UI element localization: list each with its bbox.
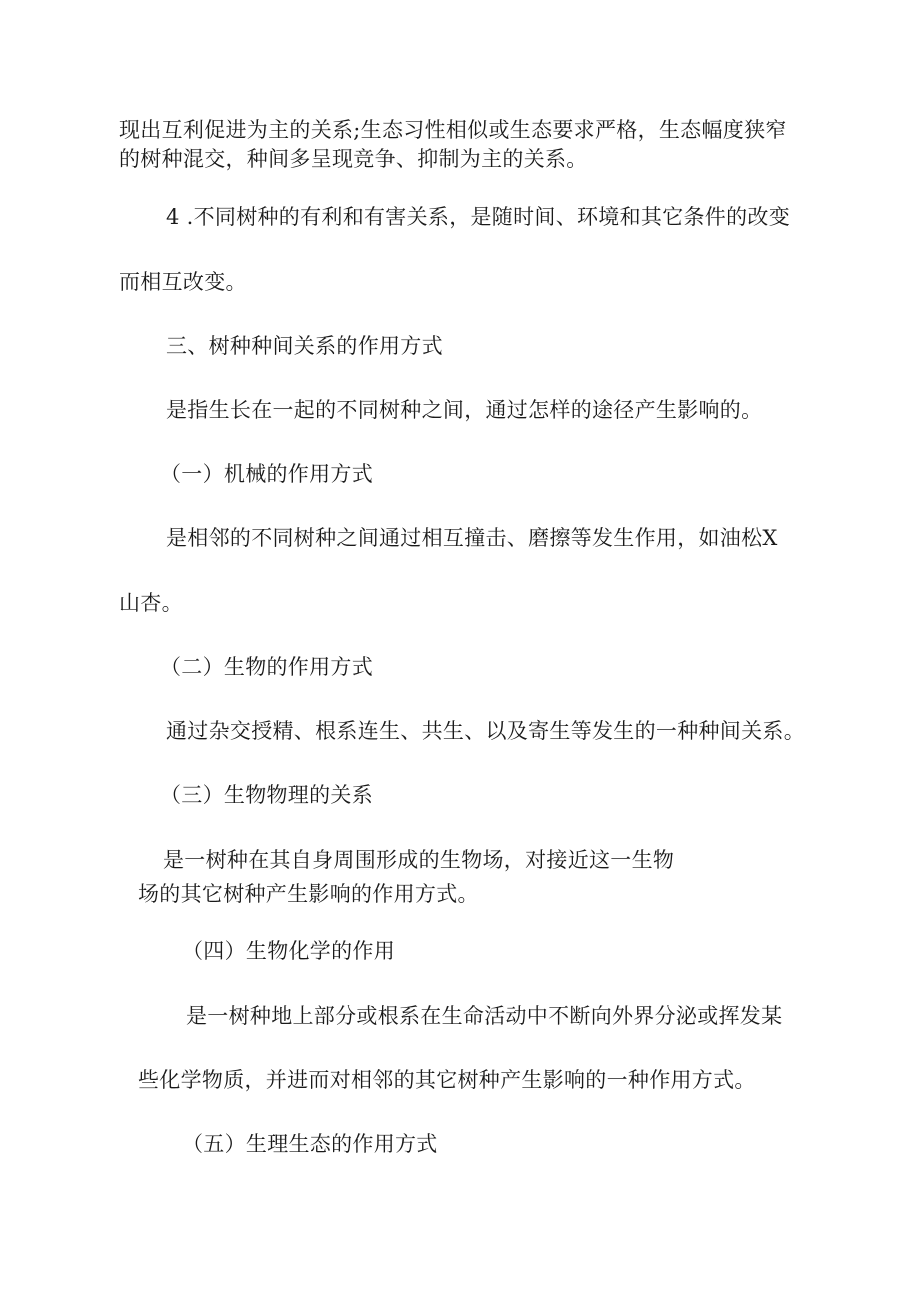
paragraph-line: 的树种混交，种间多呈现竞争、抑制为主的关系。 [119,147,588,171]
section-heading: 三、树种种间关系的作用方式 [166,334,443,358]
paragraph-line: 些化学物质，并进而对相邻的其它树种产生影响的一种作用方式。 [138,1068,756,1092]
paragraph-line: 而相互改变。 [119,270,247,294]
paragraph-line: 是一树种地上部分或根系在生命活动中不断向外界分泌或挥发某 [186,1004,783,1028]
paragraph-line: 是一树种在其自身周围形成的生物场，对接近这一生物 [163,848,675,872]
subsection-heading: （三）生物物理的关系 [160,783,373,807]
paragraph-line: 场的其它树种产生影响的作用方式。 [138,882,479,906]
subsection-heading: （一）机械的作用方式 [160,462,373,486]
subsection-heading: （四）生物化学的作用 [182,939,395,963]
subsection-heading: （五）生理生态的作用方式 [182,1132,438,1156]
list-item-4: 4 .不同树种的有利和有害关系，是随时间、环境和其它条件的改变 [166,205,791,229]
subsection-heading: （二）生物的作用方式 [160,655,373,679]
paragraph-line: 现出互利促进为主的关系;生态习性相似或生态要求严格，生态幅度狭窄 [119,118,787,142]
paragraph-line: 通过杂交授精、根系连生、共生、以及寄生等发生的一种种间关系。 [166,719,805,743]
paragraph-line: 是相邻的不同树种之间通过相互撞击、磨擦等发生作用，如油松X [166,526,778,550]
paragraph-line: 是指生长在一起的不同树种之间，通过怎样的途径产生影响的。 [166,398,763,422]
paragraph-line: 山杏。 [119,591,183,615]
